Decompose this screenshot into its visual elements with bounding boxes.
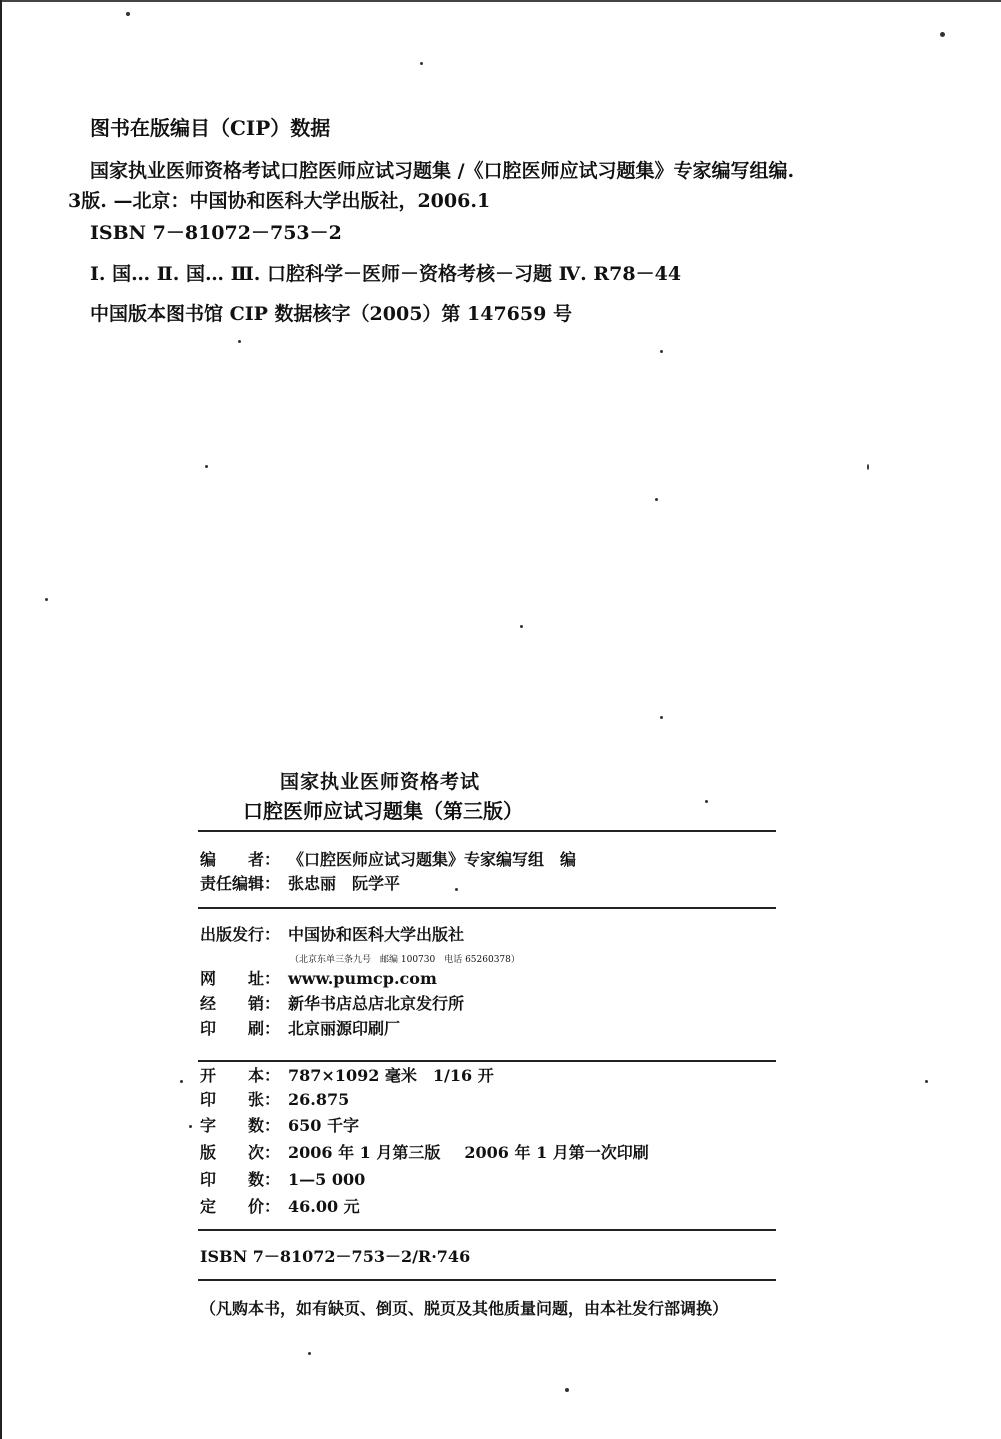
website-row bbox=[200, 969, 437, 989]
cip-data-block bbox=[0, 0, 1001, 340]
scan-speck bbox=[565, 1388, 569, 1392]
series-title: 国家执业医师资格考试 bbox=[280, 771, 481, 793]
format-value: 787×1092 毫米 1/16 开 bbox=[288, 1066, 494, 1085]
sheets-label: 印 张： bbox=[200, 1090, 281, 1109]
scan-speck bbox=[205, 465, 208, 468]
printing-value: 2006 年 1 月第一次印刷 bbox=[464, 1143, 649, 1162]
printer-label: 印 刷： bbox=[200, 1019, 281, 1038]
divider-rule bbox=[198, 830, 776, 832]
price-row bbox=[200, 1197, 360, 1217]
scan-speck bbox=[45, 598, 48, 601]
website-value: www.pumcp.com bbox=[288, 969, 437, 988]
divider-rule bbox=[198, 1279, 776, 1281]
cip-title-line: 国家执业医师资格考试口腔医师应试习题集 /《口腔医师应试习题集》专家编写组编. bbox=[90, 160, 795, 182]
publisher-value: 中国协和医科大学出版社 bbox=[288, 925, 465, 944]
print-run-label: 印 数： bbox=[200, 1170, 281, 1189]
publisher-row bbox=[200, 925, 464, 945]
scan-speck bbox=[520, 625, 523, 628]
isbn-full bbox=[200, 1247, 470, 1267]
publisher-label: 出版发行： bbox=[200, 925, 281, 944]
divider-rule bbox=[198, 1229, 776, 1231]
isbn-full-value: ISBN 7－81072－753－2/R·746 bbox=[200, 1247, 471, 1266]
format-label: 开 本： bbox=[200, 1066, 281, 1085]
edition-label: 版 次： bbox=[200, 1143, 281, 1162]
word-count-row bbox=[200, 1116, 359, 1136]
scan-speck bbox=[420, 62, 423, 65]
book-title: 口腔医师应试习题集（第三版） bbox=[243, 799, 523, 823]
publisher-address: （北京东单三条九号 邮编 100730 电话 65260378） bbox=[290, 955, 520, 965]
scan-speck bbox=[126, 12, 130, 16]
scan-speck bbox=[238, 340, 241, 343]
distributor-row bbox=[200, 994, 464, 1014]
editor-row bbox=[200, 850, 576, 870]
website-label: 网 址： bbox=[200, 969, 281, 988]
editor-label: 编 者： bbox=[200, 850, 281, 869]
cip-heading: 图书在版编目（CIP）数据 bbox=[90, 116, 331, 140]
scan-speck bbox=[705, 800, 708, 803]
printer-row bbox=[200, 1019, 400, 1039]
cip-isbn: ISBN 7－81072－753－2 bbox=[90, 222, 342, 244]
price-label: 定 价： bbox=[200, 1197, 281, 1216]
responsible-editor-label: 责任编辑： bbox=[200, 874, 281, 893]
word-count-value: 650 千字 bbox=[288, 1116, 359, 1135]
cip-record-number: 中国版本图书馆 CIP 数据核字（2005）第 147659 号 bbox=[90, 303, 572, 325]
responsible-editor-value: 张忠丽 阮学平 bbox=[288, 874, 401, 893]
scan-speck bbox=[655, 498, 658, 501]
quality-notice bbox=[200, 1299, 728, 1319]
scan-speck bbox=[867, 464, 869, 470]
cip-publication-line: 3版. —北京：中国协和医科大学出版社，2006.1 bbox=[68, 190, 491, 212]
sheets-row bbox=[200, 1090, 349, 1110]
printer-value: 北京丽源印刷厂 bbox=[288, 1019, 401, 1038]
price-value: 46.00 元 bbox=[288, 1197, 360, 1216]
format-row bbox=[200, 1066, 494, 1086]
scan-speck bbox=[180, 1080, 183, 1083]
print-run-value: 1—5 000 bbox=[288, 1170, 366, 1189]
scan-speck bbox=[940, 32, 945, 37]
cip-classification: Ⅰ. 国… Ⅱ. 国… Ⅲ. 口腔科学－医师－资格考核－习题 Ⅳ. R78－44 bbox=[90, 263, 682, 285]
divider-rule bbox=[198, 907, 776, 909]
edition-value: 2006 年 1 月第三版 bbox=[288, 1143, 441, 1162]
edition-row bbox=[200, 1143, 649, 1163]
scan-speck bbox=[189, 1125, 192, 1128]
word-count-label: 字 数： bbox=[200, 1116, 281, 1135]
scan-speck bbox=[308, 1352, 311, 1355]
scan-speck bbox=[925, 1080, 928, 1083]
scan-speck bbox=[660, 716, 663, 719]
editor-value: 《口腔医师应试习题集》专家编写组 编 bbox=[288, 850, 577, 869]
distributor-value: 新华书店总店北京发行所 bbox=[288, 994, 465, 1013]
quality-notice-text: （凡购本书，如有缺页、倒页、脱页及其他质量问题，由本社发行部调换） bbox=[200, 1299, 729, 1318]
sheets-value: 26.875 bbox=[288, 1090, 350, 1109]
responsible-editor-row bbox=[200, 874, 400, 894]
print-run-row bbox=[200, 1170, 365, 1190]
distributor-label: 经 销： bbox=[200, 994, 281, 1013]
divider-rule bbox=[198, 1060, 776, 1062]
scan-speck bbox=[660, 350, 663, 353]
scan-speck bbox=[455, 888, 458, 891]
